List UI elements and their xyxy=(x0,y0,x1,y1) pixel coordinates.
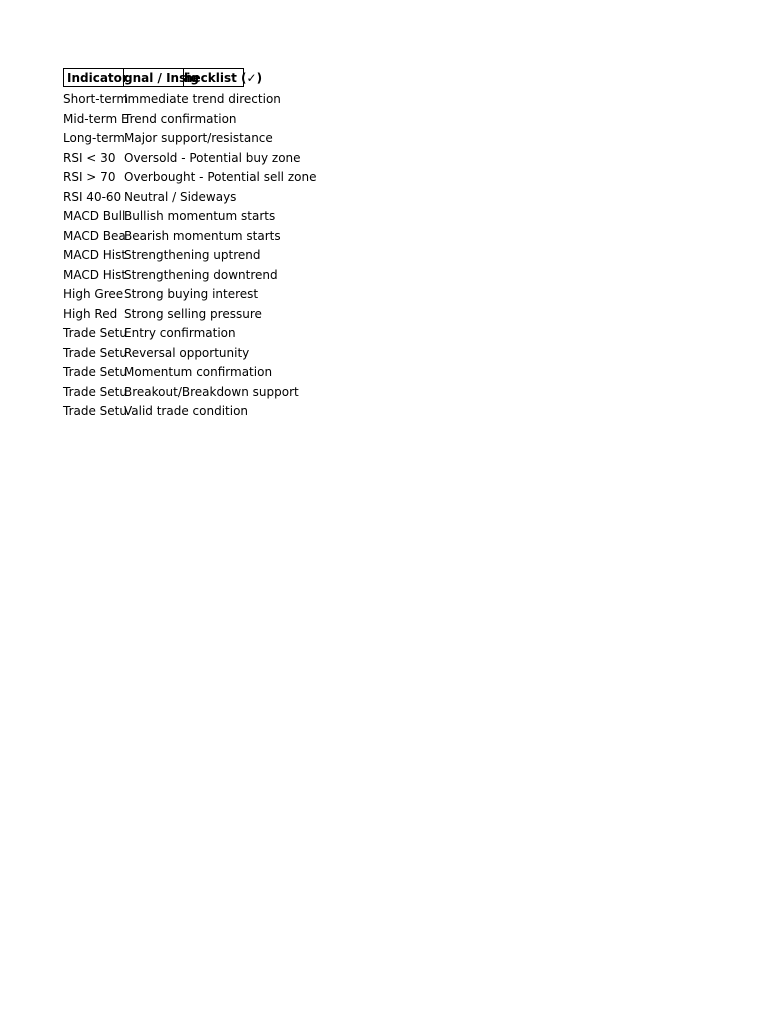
indicator-cell[interactable]: MACD Hist xyxy=(63,267,127,282)
indicator-cell[interactable]: RSI > 70 xyxy=(63,170,116,184)
insight-cell[interactable]: Entry confirmation xyxy=(124,326,236,340)
indicator-cell[interactable]: MACD Bull xyxy=(63,209,126,223)
insight-cell[interactable]: Trend confirmation xyxy=(124,111,237,126)
insight-cell[interactable]: Major support/resistance xyxy=(124,131,273,145)
insight-cell[interactable]: Neutral / Sideways xyxy=(124,189,237,204)
insight-cell[interactable]: Strong buying interest xyxy=(124,287,259,301)
indicator-cell[interactable]: Long-term xyxy=(63,131,125,145)
insight-cell[interactable]: Strengthening uptrend xyxy=(124,248,261,262)
indicator-cell[interactable]: Trade Setu xyxy=(63,384,127,399)
indicator-cell[interactable]: Mid-term E xyxy=(63,111,129,126)
insight-cell[interactable]: Momentum confirmation xyxy=(124,365,273,379)
insight-cell[interactable]: Strengthening downtrend xyxy=(124,267,278,282)
insight-cell[interactable]: Immediate trend direction xyxy=(124,92,281,106)
insight-cell[interactable]: Valid trade condition xyxy=(124,404,249,418)
header-checklist-label: hecklist (✓) xyxy=(184,71,263,85)
insight-cell[interactable]: Oversold - Potential buy zone xyxy=(124,150,301,165)
insight-cell[interactable]: Strong selling pressure xyxy=(124,306,262,321)
indicator-cell[interactable]: High Red xyxy=(63,306,118,321)
header-signal-insight[interactable]: gnal / Insig xyxy=(123,68,184,87)
indicator-cell[interactable]: Trade Setu xyxy=(63,404,127,418)
indicator-cell[interactable]: RSI 40-60 xyxy=(63,189,122,204)
insight-cell[interactable]: Bullish momentum starts xyxy=(124,209,276,223)
insight-cell[interactable]: Bearish momentum starts xyxy=(124,228,281,243)
insight-cell[interactable]: Breakout/Breakdown support xyxy=(124,384,299,399)
indicator-cell[interactable]: Trade Setu xyxy=(63,326,127,340)
indicator-cell[interactable]: Short-term xyxy=(63,92,129,106)
indicator-cell[interactable]: MACD Hist xyxy=(63,248,127,262)
insight-cell[interactable]: Overbought - Potential sell zone xyxy=(124,170,317,184)
header-indicator[interactable]: Indicator xyxy=(63,68,124,87)
insight-cell[interactable]: Reversal opportunity xyxy=(124,345,250,360)
indicator-cell[interactable]: RSI < 30 xyxy=(63,150,116,165)
indicator-cell[interactable]: Trade Setu xyxy=(63,365,127,379)
indicator-cell[interactable]: Trade Setu xyxy=(63,345,127,360)
header-checklist[interactable] xyxy=(183,68,263,87)
indicator-cell[interactable]: High Gree xyxy=(63,287,124,301)
indicator-cell[interactable]: MACD Bea xyxy=(63,228,126,243)
